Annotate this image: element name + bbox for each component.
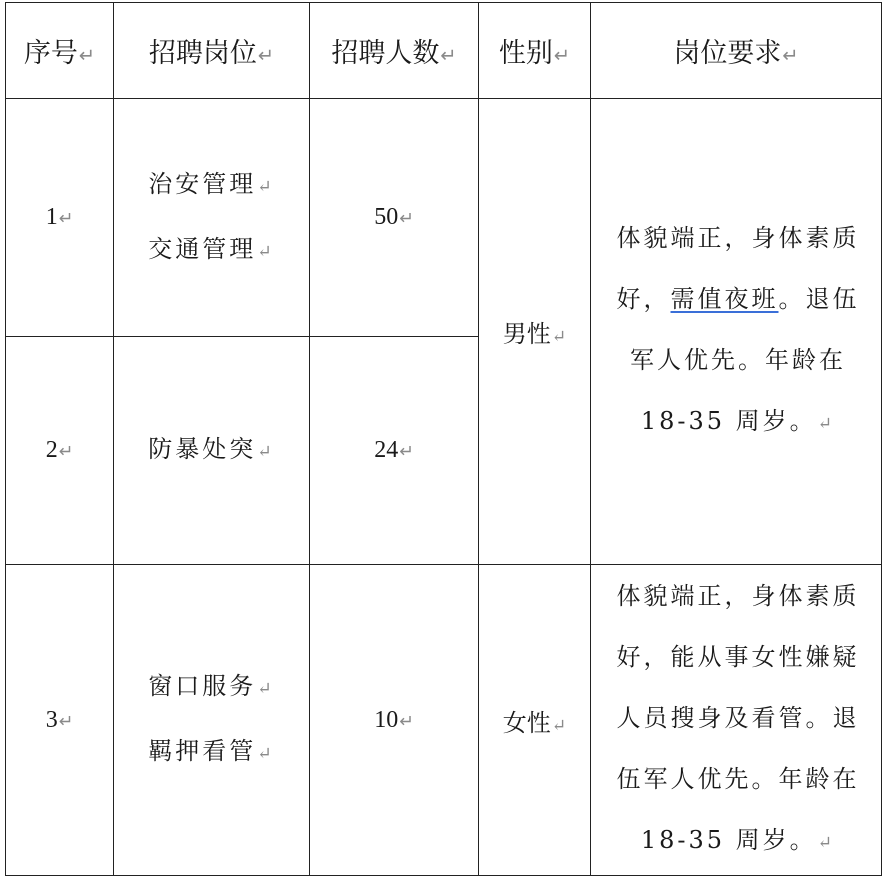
requirement-cell: 体貌端正，身体素质 好，需值夜班。退伍 军人优先。年龄在 18-35 周岁。↵ bbox=[591, 99, 882, 565]
paragraph-mark-icon: ↵ bbox=[257, 176, 275, 197]
header-gender: 性别↵ bbox=[479, 3, 591, 99]
paragraph-mark-icon: ↵ bbox=[817, 833, 836, 853]
header-no: 序号↵ bbox=[6, 3, 114, 99]
position-cell: 治安管理↵ 交通管理↵ bbox=[114, 99, 310, 337]
position-cell: 防暴处突↵ bbox=[114, 337, 310, 565]
row-no-cell: 3↵ bbox=[6, 565, 114, 876]
paragraph-mark-icon: ↵ bbox=[78, 44, 96, 67]
table-row bbox=[6, 565, 882, 876]
count-cell: 24↵ bbox=[310, 337, 479, 565]
paragraph-mark-icon: ↵ bbox=[399, 209, 414, 228]
recruitment-table bbox=[5, 2, 882, 876]
paragraph-mark-icon: ↵ bbox=[58, 209, 74, 228]
paragraph-mark-icon: ↵ bbox=[551, 715, 567, 736]
paragraph-mark-icon: ↵ bbox=[257, 442, 275, 462]
paragraph-mark-icon: ↵ bbox=[553, 44, 571, 67]
paragraph-mark-icon: ↵ bbox=[257, 241, 275, 262]
paragraph-mark-icon: ↵ bbox=[440, 44, 457, 67]
count-cell: 10↵ bbox=[310, 565, 479, 876]
paragraph-mark-icon: ↵ bbox=[399, 711, 414, 731]
paragraph-mark-icon: ↵ bbox=[817, 414, 836, 434]
header-row bbox=[6, 3, 882, 99]
paragraph-mark-icon: ↵ bbox=[399, 442, 414, 461]
paragraph-mark-icon: ↵ bbox=[551, 327, 567, 347]
row-no-cell: 2↵ bbox=[6, 337, 114, 565]
paragraph-mark-icon: ↵ bbox=[257, 744, 275, 764]
paragraph-mark-icon: ↵ bbox=[257, 679, 275, 699]
paragraph-mark-icon: ↵ bbox=[58, 442, 74, 461]
gender-cell: 男性↵ bbox=[479, 99, 591, 565]
header-requirement: 岗位要求↵ bbox=[591, 3, 882, 99]
row-no-cell: 1↵ bbox=[6, 99, 114, 337]
paragraph-mark-icon: ↵ bbox=[782, 44, 799, 67]
requirement-cell: 体貌端正，身体素质 好，能从事女性嫌疑 人员搜身及看管。退 伍军人优先。年龄在 18-35 周岁。↵ bbox=[591, 565, 882, 876]
position-cell: 窗口服务↵ 羁押看管↵ bbox=[114, 565, 310, 876]
header-count: 招聘人数↵ bbox=[310, 3, 479, 99]
gender-cell: 女性↵ bbox=[479, 565, 591, 876]
count-cell: 50↵ bbox=[310, 99, 479, 337]
paragraph-mark-icon: ↵ bbox=[58, 711, 74, 731]
header-position: 招聘岗位↵ bbox=[114, 3, 310, 99]
paragraph-mark-icon: ↵ bbox=[257, 44, 275, 67]
table-row bbox=[6, 99, 882, 337]
night-shift-text: 需值夜班 bbox=[670, 285, 779, 313]
